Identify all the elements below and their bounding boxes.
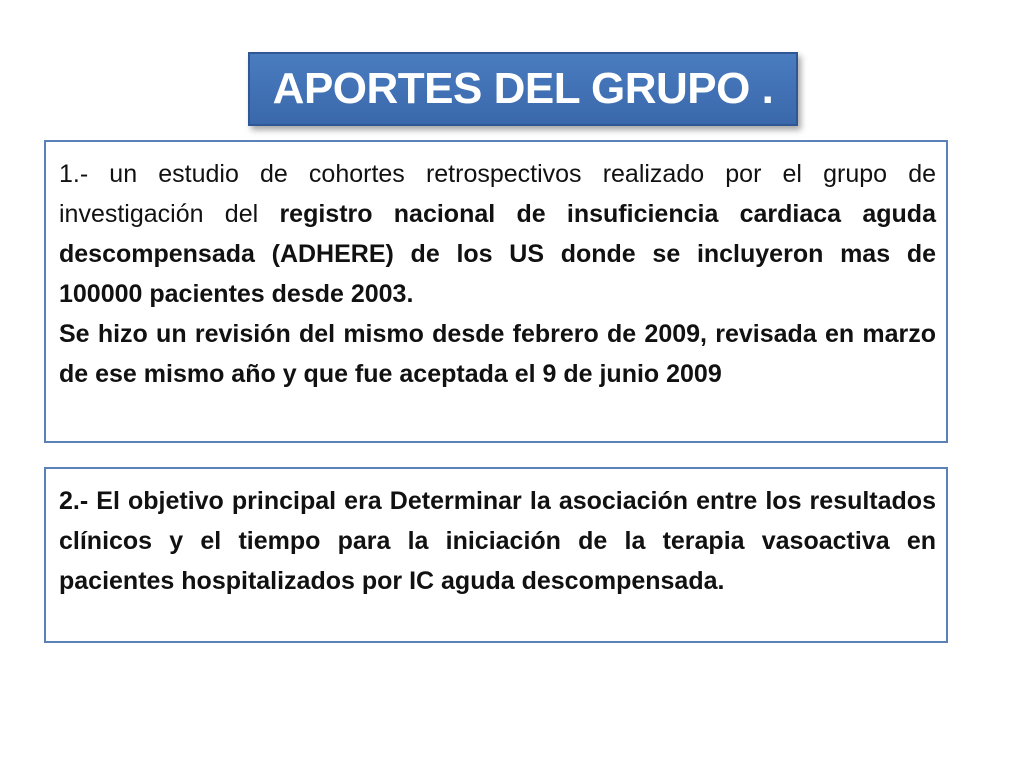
- contribution-1-intro: 1.- un estudio de cohortes retrospectivos realizado por el grupo de investigación del: [59, 160, 936, 228]
- objective-paragraph: 2.- El objetivo principal era Determinar la asociación entre los resultados clínicos y el tiempo para la iniciación de la terapia vasoactiva en pacientes hospitalizados por IC aguda descompensada.: [59, 487, 936, 595]
- contribution-box-1: [44, 140, 948, 443]
- title-banner: [248, 52, 798, 126]
- contribution-1-paragraph: [59, 154, 936, 314]
- contribution-1-registry: registro nacional de insuficiencia cardiaca aguda descompensada (ADHERE) de los US donde se incluyeron mas de 100000 pacientes desde 2003.: [59, 200, 936, 308]
- review-dates-paragraph: Se hizo un revisión del mismo desde febrero de 2009, revisada en marzo de ese mismo año y que fue aceptada el 9 de junio 2009: [59, 320, 936, 388]
- contribution-box-2: [44, 467, 948, 643]
- slide-title: APORTES DEL GRUPO .: [272, 64, 774, 113]
